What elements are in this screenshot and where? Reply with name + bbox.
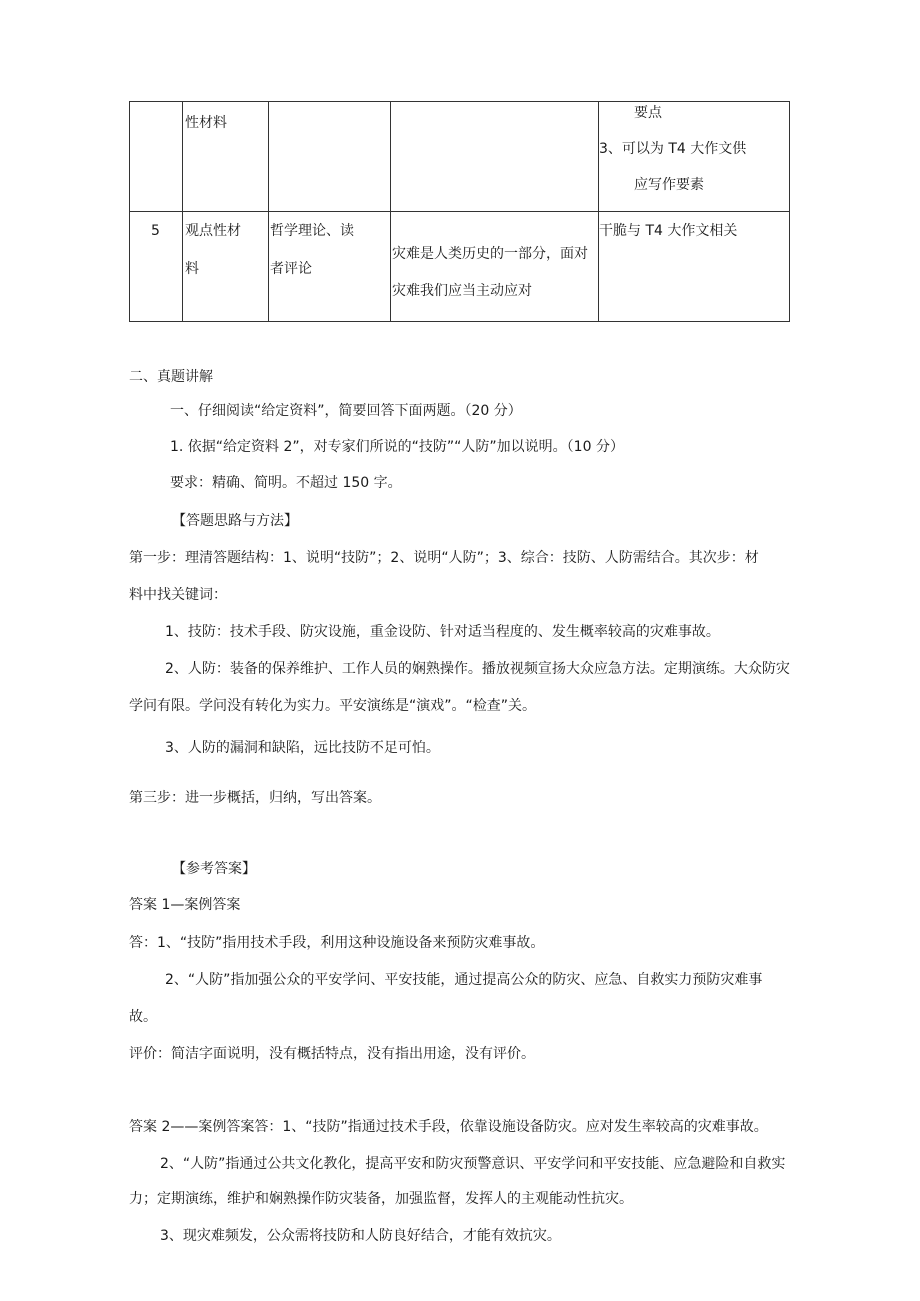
table-cell-source: 哲学理论、读 xyxy=(270,223,354,239)
keyword-2: 学问有限。学问没有转化为实力。平安演练是“演戏”。“检查”关。 xyxy=(129,698,537,714)
reference-heading: 【参考答案】 xyxy=(172,861,256,877)
table-border-left xyxy=(129,101,130,322)
section-title: 二、真题讲解 xyxy=(129,369,213,385)
table-col-divider xyxy=(390,101,391,322)
table-cell-requirement: 干脆与 T4 大作文相关 xyxy=(599,223,738,239)
step1-text: 料中找关键词： xyxy=(129,587,227,603)
table-border-top xyxy=(129,101,790,102)
answer-2-text: 2、“人防”指通过公共文化教化，提高平安和防灾预警意识、平安学问和平安技能、应急避险和自救实 xyxy=(160,1156,786,1172)
table-cell-requirement: 要点 xyxy=(634,105,662,121)
table-border-bottom xyxy=(129,321,790,322)
question-1: 1. 依据“给定资料 2”，对专家们所说的“技防”“人防”加以说明。（10 分） xyxy=(170,439,624,455)
table-cell-type: 观点性材 xyxy=(185,223,241,239)
keyword-2: 2、人防：装备的保养维护、工作人员的娴熟操作。播放视频宣扬大众应急方法。定期演练。大众防灾 xyxy=(165,661,790,677)
table-cell-type: 料 xyxy=(185,261,199,277)
table-row-divider xyxy=(129,211,790,212)
keyword-3: 3、人防的漏洞和缺陷，远比技防不足可怕。 xyxy=(165,740,440,756)
table-cell-type: 性材料 xyxy=(185,115,227,131)
table-cell-source: 者评论 xyxy=(270,261,312,277)
material-table xyxy=(129,101,790,322)
answer-1-text: 2、“人防”指加强公众的平安学问、平安技能，通过提高公众的防灾、应急、自救实力预防灾难事 xyxy=(165,972,763,988)
table-col-divider xyxy=(598,101,599,322)
table-col-divider xyxy=(182,101,183,322)
answer-1-title: 答案 1—案例答案 xyxy=(129,897,241,913)
question-requirement: 要求：精确、简明。不超过 150 字。 xyxy=(170,475,402,491)
answer-2-text: 力；定期演练，维护和娴熟操作防灾装备，加强监督，发挥人的主观能动性抗灾。 xyxy=(129,1191,633,1207)
method-heading: 【答题思路与方法】 xyxy=(172,513,298,529)
table-border-right xyxy=(789,101,790,322)
table-cell-requirement: 3、可以为 T4 大作文供 xyxy=(599,141,747,157)
answer-2-text: 答案 2——案例答案答：1、“技防”指通过技术手段，依靠设施设备防灾。应对发生率较高的灾难事故。 xyxy=(129,1119,768,1135)
table-col-divider xyxy=(268,101,269,322)
answer-2-text: 3、现灾难频发，公众需将技防和人防良好结合，才能有效抗灾。 xyxy=(160,1228,561,1244)
evaluation-text: 评价：简洁字面说明，没有概括特点，没有指出用途，没有评价。 xyxy=(129,1046,535,1062)
table-cell-requirement: 应写作要素 xyxy=(634,177,704,193)
step1-text: 第一步：理清答题结构：1、说明“技防”；2、说明“人防”；3、综合：技防、人防需结合。其次步：材 xyxy=(129,550,759,566)
table-cell-number: 5 xyxy=(151,223,160,239)
table-cell-content: 灾难我们应当主动应对 xyxy=(392,283,532,299)
table-cell-content: 灾难是人类历史的一部分，面对 xyxy=(392,246,588,262)
answer-1-text: 答：1、“技防”指用技术手段，利用这种设施设备来预防灾难事故。 xyxy=(129,935,545,951)
step3-text: 第三步：进一步概括，归纳，写出答案。 xyxy=(129,790,381,806)
answer-1-text: 故。 xyxy=(129,1009,157,1025)
keyword-1: 1、技防：技术手段、防灾设施，重金设防、针对适当程度的、发生概率较高的灾难事故。 xyxy=(165,624,720,640)
question-intro: 一、仔细阅读“给定资料”，简要回答下面两题。（20 分） xyxy=(170,403,522,419)
